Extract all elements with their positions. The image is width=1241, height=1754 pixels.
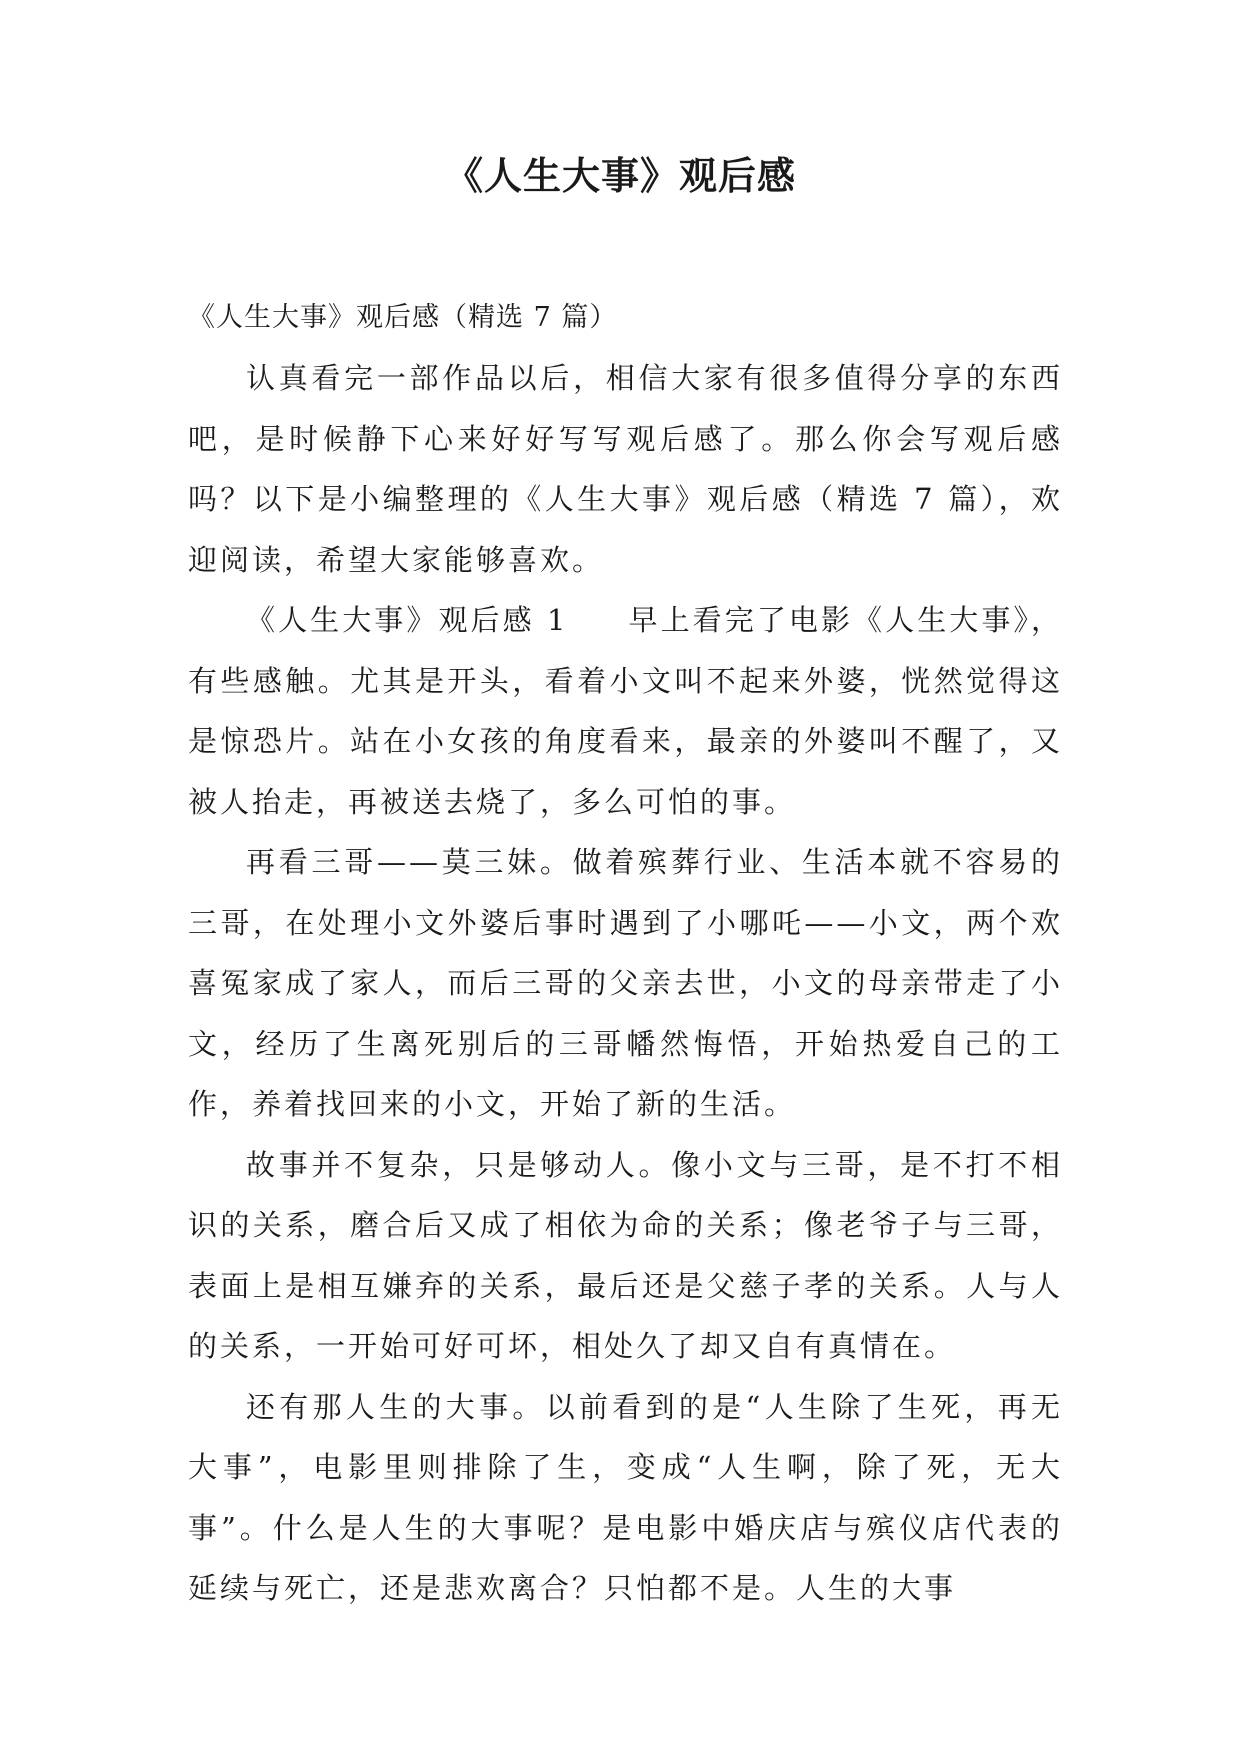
intro-paragraph: 认真看完一部作品以后，相信大家有很多值得分享的东西吧，是时候静下心来好好写写观后感了。那么你会写观后感吗？以下是小编整理的《人生大事》观后感（精选 7 篇），欢迎阅读，希望大家能够喜欢。 bbox=[188, 361, 1063, 577]
section-1-heading: 《人生大事》观后感 1 bbox=[246, 603, 569, 637]
body-paragraph: 再看三哥——莫三妹。做着殡葬行业、生活本就不容易的三哥，在处理小文外婆后事时遇到了小哪吒——小文，两个欢喜冤家成了家人，而后三哥的父亲去世，小文的母亲带走了小文，经历了生离死别后的三哥幡然悔悟，开始热爱自己的工作，养着找回来的小文，开始了新的生活。 bbox=[188, 845, 1063, 1121]
body-paragraph: 故事并不复杂，只是够动人。像小文与三哥，是不打不相识的关系，磨合后又成了相依为命的关系；像老爷子与三哥，表面上是相互嫌弃的关系，最后还是父慈子孝的关系。人与人的关系，一开始可好可坏，相处久了却又自有真情在。 bbox=[188, 1147, 1063, 1363]
document-subtitle: 《人生大事》观后感（精选 7 篇） bbox=[188, 302, 618, 333]
section-1-text: 早上看完了电影《人生大事》，有些感触。尤其是开头，看着小文叫不起来外婆，恍然觉得这是惊恐片。站在小女孩的角度看来，最亲的外婆叫不醒了，又被人抬走，再被送去烧了，多么可怕的事。 bbox=[188, 603, 1063, 819]
page-title: 《人生大事》观后感 bbox=[444, 154, 796, 198]
section-1-paragraph bbox=[188, 590, 1063, 832]
body-paragraph: 还有那人生的大事。以前看到的是“人生除了生死，再无大事”，电影里则排除了生，变成“人生啊，除了死，无大事”。什么是人生的大事呢？是电影中婚庆店与殡仪店代表的延续与死亡，还是悲欢离合？只怕都不是。人生的大事 bbox=[188, 1389, 1063, 1605]
document-body bbox=[188, 288, 1063, 1619]
